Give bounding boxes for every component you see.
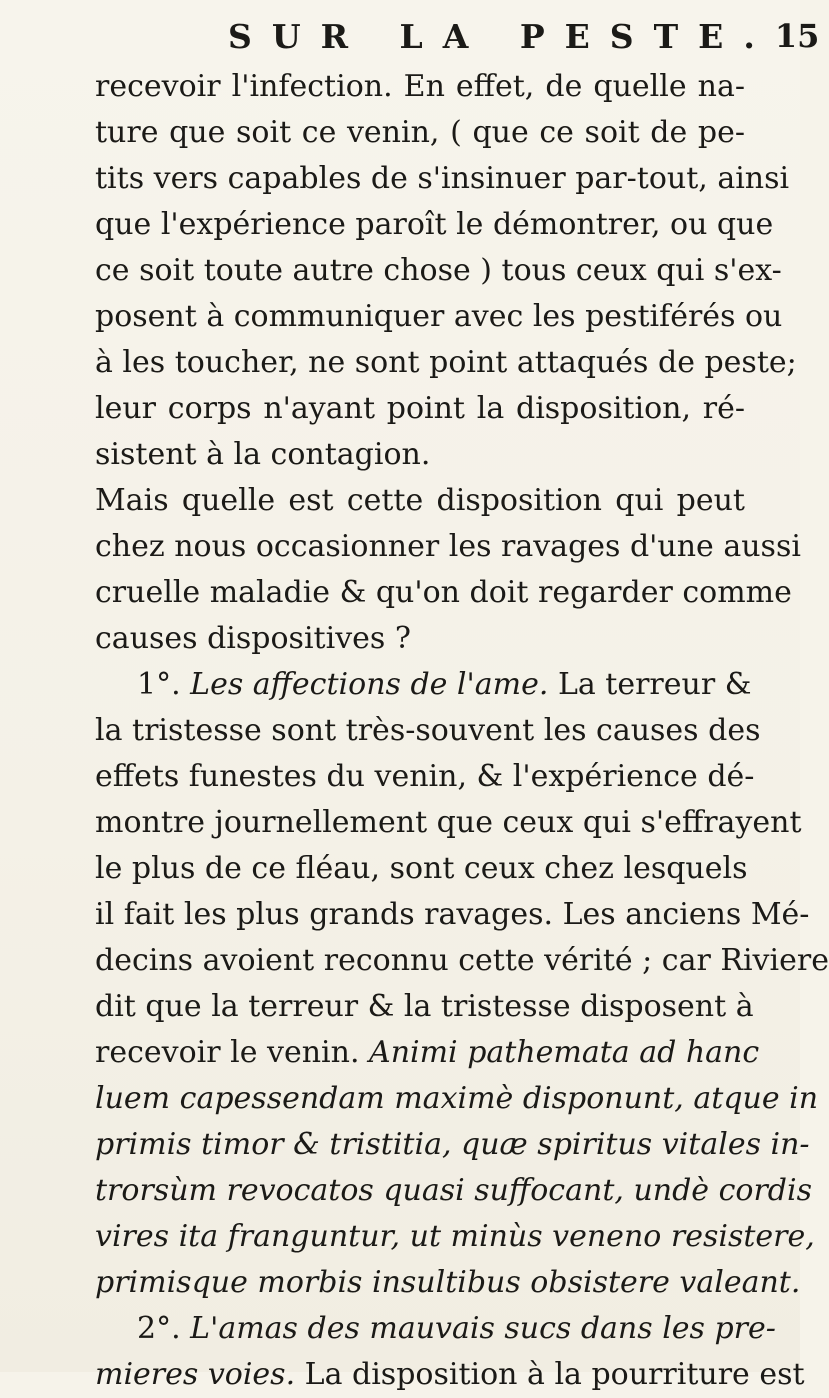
italic-segment: L'amas des mauvais sucs dans les pre- [190,1311,776,1346]
text-segment: Mais quelle est cette disposition qui peut [95,483,745,518]
italic-segment: mieres voies. [95,1357,296,1392]
italic-segment: primisque morbis insultibus obsistere valeant. [95,1265,801,1300]
text-segment: cruelle maladie & qu'on doit regarder comme [95,575,792,610]
text-line [95,1168,812,1214]
text-line [95,340,797,386]
text-line [95,524,801,570]
text-line [95,1352,805,1398]
text-segment: le plus de ce fléau, sont ceux chez lesquels [95,851,748,886]
italic-segment: vires ita franguntur, ut minùs veneno resistere, [95,1219,815,1254]
text-line [95,938,829,984]
text-segment: leur corps n'ayant point la disposition, ré- [95,391,745,426]
text-segment: à les toucher, ne sont point attaqués de peste; [95,345,797,380]
text-line [95,478,745,524]
text-line [95,1030,760,1076]
text-segment: recevoir l'infection. En effet, de quelle na- [95,69,745,104]
text-line [95,386,745,432]
text-line [95,754,755,800]
text-line [95,432,745,478]
text-line [95,1122,810,1168]
text-line [95,708,761,754]
italic-segment: luem capessendam maximè disponunt, atque in [95,1081,819,1116]
italic-segment: primis timor & tristitia, quæ spiritus vitales in- [95,1127,810,1162]
text-segment: dit que la terreur & la tristesse disposent à [95,989,754,1024]
text-line [95,984,754,1030]
text-segment: ture que soit ce venin, ( que ce soit de pe- [95,115,745,150]
italic-segment: Les affections de l'ame. [190,667,549,702]
text-segment: que l'expérience paroît le démontrer, ou que [95,207,774,242]
text-segment: 1°. [137,667,191,702]
text-segment: posent à communiquer avec les pestiférés ou [95,299,783,334]
text-line [95,892,810,938]
italic-segment: trorsùm revocatos quasi suffocant, undè cordis [95,1173,812,1208]
text-line [95,1076,819,1122]
text-line [95,570,792,616]
page-number: 15 [774,17,820,55]
text-segment: recevoir le venin. [95,1035,370,1070]
text-line [95,846,748,892]
text-segment: La disposition à la pourriture est [295,1357,805,1392]
text-line [95,662,752,708]
text-segment: causes dispositives ? [95,621,411,656]
text-segment: la tristesse sont très-souvent les causes des [95,713,761,748]
text-line [95,64,745,110]
text-segment: effets funestes du venin, & l'expérience dé- [95,759,755,794]
page-header [228,8,820,64]
text-line [95,294,783,340]
italic-segment: Animi pathemata ad hanc [369,1035,760,1070]
text-segment: sistent à la contagion. [95,437,431,472]
text-line [95,248,782,294]
text-line [95,1260,801,1306]
text-segment: il fait les plus grands ravages. Les anciens Mé- [95,897,810,932]
text-segment: ce soit toute autre chose ) tous ceux qui s'ex- [95,253,782,288]
text-segment: chez nous occasionner les ravages d'une aussi [95,529,801,564]
text-segment: tits vers capables de s'insinuer par-tout, ainsi [95,161,790,196]
text-line [95,800,802,846]
text-line [95,1306,776,1352]
body-text [95,64,829,1398]
text-segment: La terreur & [548,667,752,702]
text-line [95,1214,815,1260]
text-line [95,202,774,248]
text-segment: 2°. [137,1311,191,1346]
text-segment: montre journellement que ceux qui s'effrayent [95,805,802,840]
text-line [95,156,790,202]
text-segment: decins avoient reconnu cette vérité ; car Riviere [95,943,829,978]
text-line [95,110,745,156]
text-line [95,616,745,662]
running-head: SUR LA PESTE. [228,16,775,56]
